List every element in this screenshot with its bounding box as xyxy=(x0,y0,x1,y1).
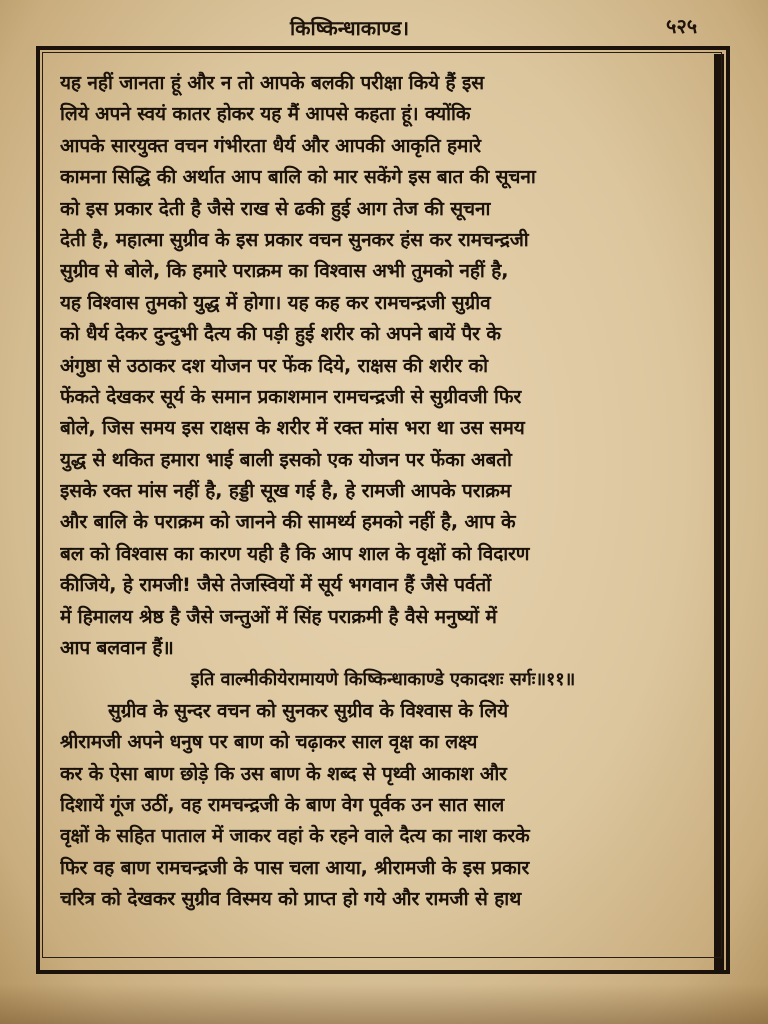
text-line: बोले, जिस समय इस राक्षस के शरीर में रक्त मांस भरा था उस समय xyxy=(60,417,525,440)
text-line: दिशायें गूंज उठीं, वह रामचन्द्रजी के बाण वेग पूर्वक उन सात साल xyxy=(60,793,505,816)
text-line: देती है, महात्मा सुग्रीव के इस प्रकार वचन सुनकर हंस कर रामचन्द्रजी xyxy=(60,228,529,251)
text-line: बल को विश्वास का कारण यही है कि आप शाल के वृक्षों को विदारण xyxy=(60,542,530,565)
text-line: फिर वह बाण रामचन्द्रजी के पास चला आया, श्रीरामजी के इस प्रकार xyxy=(60,856,530,879)
text-line: यह नहीं जानता हूं और न तो आपके बलकी परीक्षा किये हैं इस xyxy=(60,72,485,94)
text-line: कीजिये, हे रामजी! जैसे तेजस्वियों में सूर्य भगवान हैं जैसे पर्वतों xyxy=(60,574,492,597)
text-line: यह विश्वास तुमको युद्ध में होगा। यह कह कर रामचन्द्रजी सुग्रीव xyxy=(60,291,491,314)
text-line: आपके सारयुक्त वचन गंभीरता धैर्य और आपकी आकृति हमारे xyxy=(60,134,481,157)
text-line: को इस प्रकार देती है जैसे राख से ढकी हुई आग तेज की सूचना xyxy=(60,197,491,220)
chapter-running-title: किष्किन्धाकाण्ड। xyxy=(290,16,410,40)
text-line: को धैर्य देकर दुन्दुभी दैत्य की पड़ी हुई शरीर को अपने बायें पैर के xyxy=(60,323,501,346)
page-bottom-edge xyxy=(0,984,768,1024)
text-line: चरित्र को देखकर सुग्रीव विस्मय को प्राप्त हो गये और रामजी से हाथ xyxy=(60,888,522,911)
text-line: में हिमालय श्रेष्ठ है जैसे जन्तुओं में सिंह पराक्रमी है वैसे मनुष्यों में xyxy=(60,605,497,628)
text-line: युद्ध से थकित हमारा भाई बाली इसको एक योजन पर फेंका अबतो xyxy=(60,448,512,471)
text-line: श्रीरामजी अपने धनुष पर बाण को चढ़ाकर साल वृक्ष का लक्ष्य xyxy=(60,731,478,754)
text-line: आप बलवान हैं॥ xyxy=(60,637,174,660)
text-line: वृक्षों के सहित पाताल में जाकर वहां के रहने वाले दैत्य का नाश करके xyxy=(60,825,530,848)
text-line: कर के ऐसा बाण छोड़े कि उस बाण के शब्द से पृथ्वी आकाश और xyxy=(60,762,507,785)
text-line: अंगुष्ठा से उठाकर दश योजन पर फेंक दिये, राक्षस की शरीर को xyxy=(60,354,488,377)
text-line: सुग्रीव से बोले, कि हमारे पराक्रम का विश्वास अभी तुमको नहीं है, xyxy=(60,260,509,283)
text-line: कामना सिद्धि की अर्थात आप बालि को मार सकेंगे इस बात की सूचना xyxy=(60,166,536,189)
text-line: सुग्रीव के सुन्दर वचन को सुनकर सुग्रीव के विश्वास के लिये xyxy=(108,699,509,722)
text-line: लिये अपने स्वयं कातर होकर यह मैं आपसे कहता हूं। क्योंकि xyxy=(60,103,471,126)
body-text xyxy=(60,68,706,958)
paragraph-2 xyxy=(60,696,706,916)
page-number: ५२५ xyxy=(666,14,698,38)
chapter-colophon: इति वाल्मीकीयेरामायणे किष्किन्धाकाण्डे एकादशः सर्गः॥११॥ xyxy=(190,669,576,691)
text-line: इसके रक्त मांस नहीं है, हड्डी सूख गई है, हे रामजी आपके पराक्रम xyxy=(60,480,512,503)
text-line: और बालि के पराक्रम को जानने की सामर्थ्य हमको नहीं है, आप के xyxy=(60,511,516,534)
page-header xyxy=(0,0,768,44)
text-line: फेंकते देखकर सूर्य के समान प्रकाशमान रामचन्द्रजी से सुग्रीवजी फिर xyxy=(60,385,522,408)
paragraph-1 xyxy=(60,68,706,664)
